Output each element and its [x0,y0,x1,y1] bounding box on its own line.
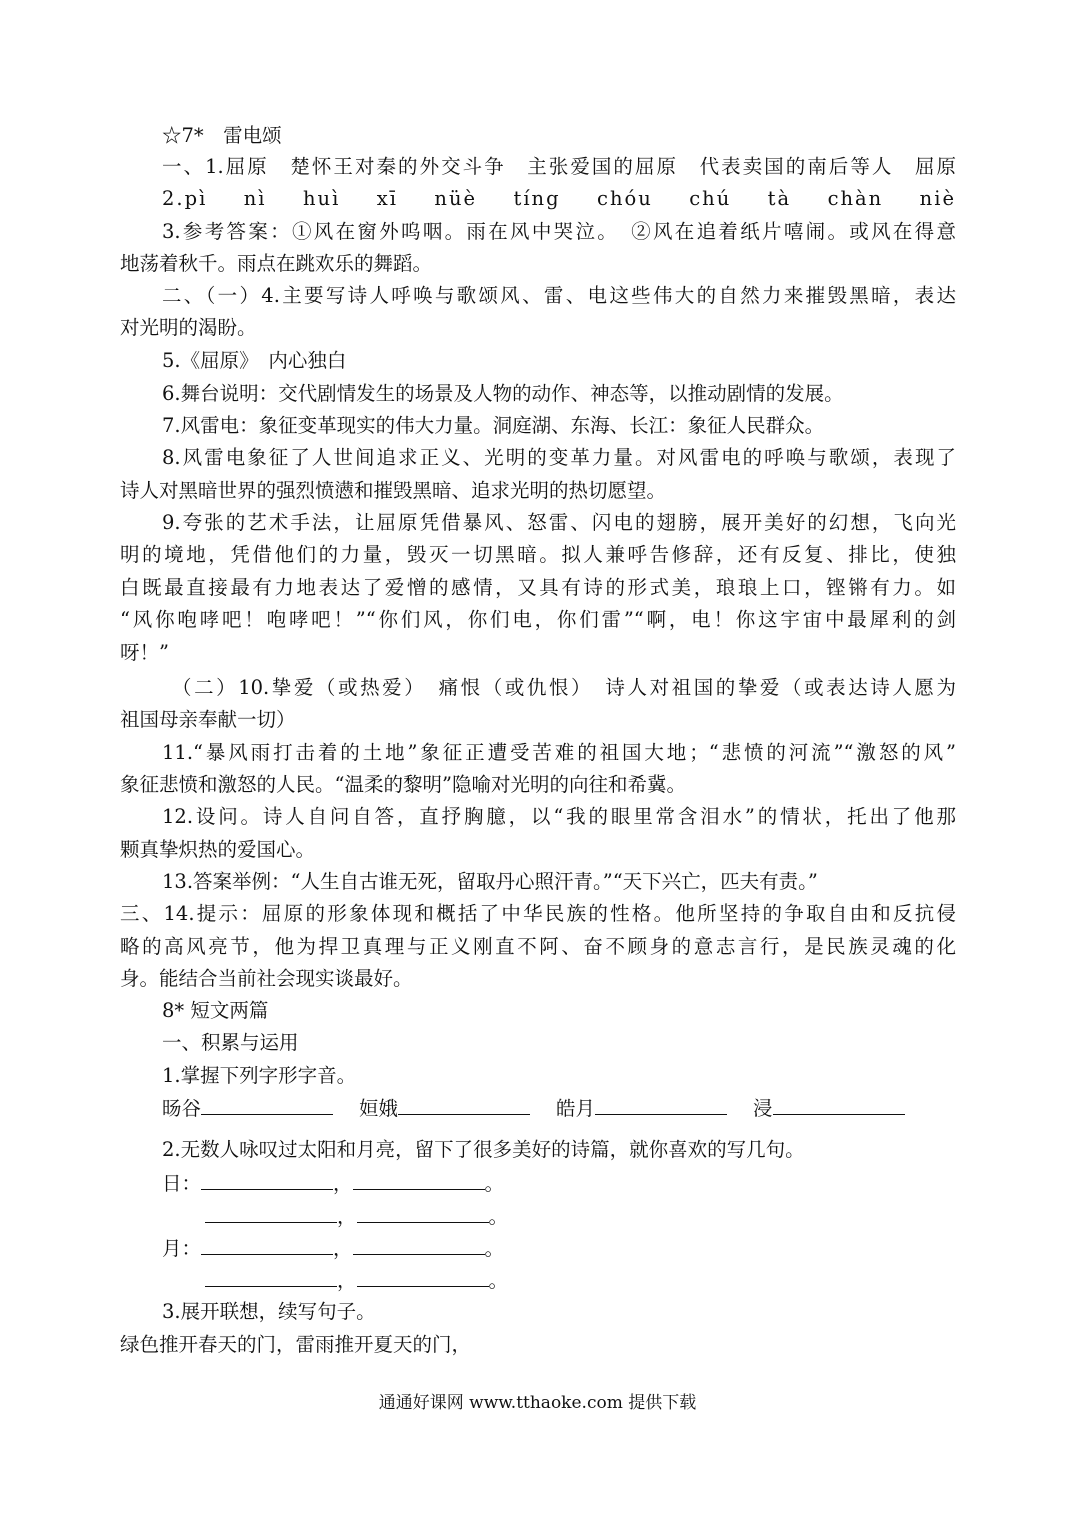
answer-line-1-3-cont: 地荡着秋千。雨点在跳欢乐的舞蹈。 [120,252,433,275]
answer-line-2-5: 5.《屈原》 内心独白 [162,349,347,372]
section-8-title: 8* 短文两篇 [162,999,269,1022]
answer-line-2-9-cont-d: 呀！” [120,641,169,664]
q2-moon-label: 月： [162,1237,202,1260]
answer-line-1-3: 3.参考答案：①风在窗外呜咽。雨在风中哭泣。 ②风在追着纸片嘻闹。或风在得意 [162,220,956,243]
answer-line-2-11-cont: 象征悲愤和激怒的人民。“温柔的黎明”隐喻对光明的向往和希冀。 [120,773,686,796]
question-3-line: 绿色推开春天的门，雷雨推开夏天的门， [120,1333,472,1356]
comma: ， [337,1205,357,1228]
section-7-title: ☆7* 雷电颂 [162,124,282,147]
answer-line-3-14-cont-b: 身。能结合当前社会现实谈最好。 [120,967,413,990]
answer-line-2-10: （二）10.挚爱（或热爱） 痛恨（或仇恨） 诗人对祖国的挚爱（或表达诗人愿为 [172,676,956,699]
q1-answer-blank[interactable] [201,1094,333,1115]
q1-item-label: 浸 [753,1097,773,1120]
answer-line-2-8: 8.风雷电象征了人世间追求正义、光明的变革力量。对风雷电的呼唤与歌颂，表现了 [162,446,956,469]
section-8-heading-1: 一、积累与运用 [162,1031,299,1054]
comma: ， [333,1172,353,1195]
period: 。 [488,1269,509,1292]
q2-answer-blank[interactable] [201,1234,333,1255]
q1-answer-blank[interactable] [398,1094,530,1115]
page-footer: 通通好课网 www.tthaoke.com 提供下载 [378,1393,697,1413]
answer-line-2-9-cont-c: “风你咆哮吧！咆哮吧！”“你们风，你们电，你们雷”“啊，电！你这宇宙中最犀利的剑 [120,608,956,631]
q2-moon-row-2 [205,1266,508,1295]
q1-answer-blank[interactable] [595,1094,727,1115]
comma: ， [337,1269,357,1292]
comma: ， [333,1237,353,1260]
answer-line-2-13: 13.答案举例：“人生自古谁无死，留取丹心照汗青。”“天下兴亡，匹夫有责。” [162,870,818,893]
answer-line-2-12: 12.设问。诗人自问自答，直抒胸臆，以“我的眼里常含泪水”的情状，托出了他那 [162,805,956,828]
q2-sun-row-2 [205,1202,508,1231]
question-1: 1.掌握下列字形字音。 [162,1064,357,1087]
q2-answer-blank[interactable] [357,1266,489,1287]
question-2: 2.无数人咏叹过太阳和月亮，留下了很多美好的诗篇，就你喜欢的写几句。 [162,1138,805,1161]
answer-line-2-6: 6.舞台说明：交代剧情发生的场景及人物的动作、神态等，以推动剧情的发展。 [162,382,844,405]
answer-line-2-12-cont: 颗真挚炽热的爱国心。 [120,838,316,861]
answer-line-2-9: 9.夸张的艺术手法，让屈原凭借暴风、怒雷、闪电的翅膀，展开美好的幻想，飞向光 [162,511,956,534]
answer-line-2-4: 二、（一）4.主要写诗人呼唤与歌颂风、雷、电这些伟大的自然力来摧毁黑暗，表达 [162,284,956,307]
period: 。 [484,1237,505,1260]
q2-sun-label: 日： [162,1172,202,1195]
answer-line-2-4-cont: 对光明的渴盼。 [120,316,257,339]
q2-answer-blank[interactable] [353,1169,485,1190]
q2-answer-blank[interactable] [353,1234,485,1255]
question-3: 3.展开联想，续写句子。 [162,1300,376,1323]
period: 。 [484,1172,505,1195]
answer-line-2-9-cont-a: 明的境地，凭借他们的力量，毁灭一切黑暗。拟人兼呼告修辞，还有反复、排比，使独 [120,543,956,566]
answer-line-2-10-cont: 祖国母亲奉献一切） [120,708,296,731]
q2-moon-row-1 [162,1234,504,1263]
q2-answer-blank[interactable] [205,1202,337,1223]
answer-line-2-7: 7.风雷电：象征变革现实的伟大力量。洞庭湖、东海、长江：象征人民群众。 [162,414,825,437]
answer-line-1-1: 一、1.屈原 楚怀王对秦的外交斗争 主张爱国的屈原 代表卖国的南后等人 屈原 [162,155,956,178]
answer-line-3-14: 三、14.提示：屈原的形象体现和概括了中华民族的性格。他所坚持的争取自由和反抗侵 [120,902,956,925]
answer-line-2-8-cont: 诗人对黑暗世界的强烈愤懑和摧毁黑暗、追求光明的热切愿望。 [120,479,667,502]
q2-answer-blank[interactable] [201,1169,333,1190]
answer-line-1-2-pinyin: 2.pì nì huì xī nüè tíng chóu chú tà chàn niè [162,187,956,210]
period: 。 [488,1205,509,1228]
q1-answer-blank[interactable] [773,1094,905,1115]
q1-item-label: 姮娥 [359,1097,399,1120]
answer-line-2-11: 11.“暴风雨打击着的土地”象征正遭受苦难的祖国大地；“悲愤的河流”“激怒的风” [162,741,956,764]
q1-item-label: 皓月 [556,1097,596,1120]
answer-line-2-9-cont-b: 白既最直接最有力地表达了爱憎的感情，又具有诗的形式美，琅琅上口，铿锵有力。如 [120,576,956,599]
q1-item-label: 旸谷 [162,1097,202,1120]
answer-line-3-14-cont-a: 略的高风亮节，他为捍卫真理与正义刚直不阿、奋不顾身的意志言行，是民族灵魂的化 [120,935,956,958]
q2-answer-blank[interactable] [357,1202,489,1223]
question-1-items [162,1094,905,1123]
q2-answer-blank[interactable] [205,1266,337,1287]
q2-sun-row-1 [162,1169,504,1198]
